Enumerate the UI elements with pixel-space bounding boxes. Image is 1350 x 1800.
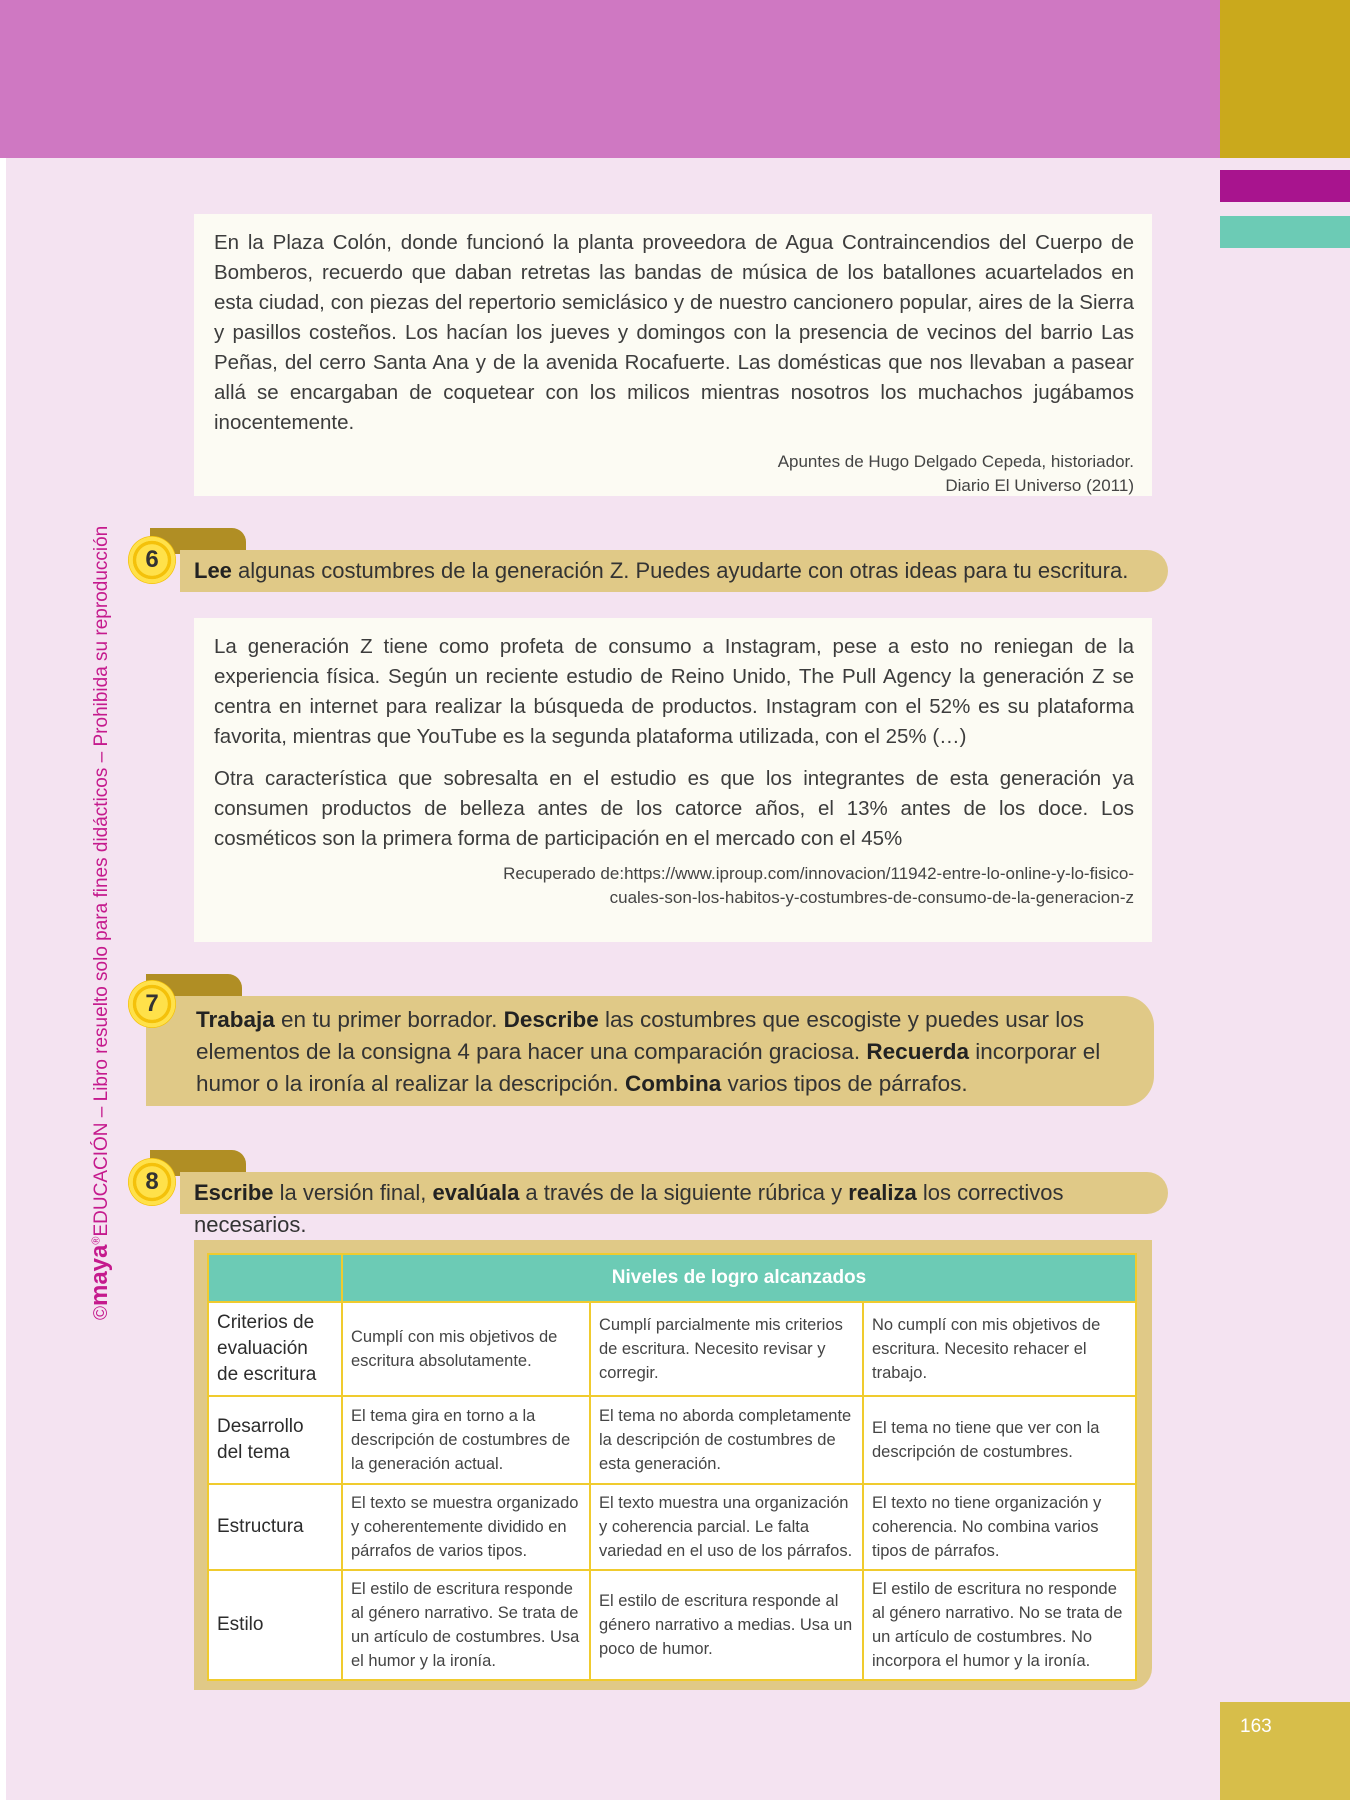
- source-line: cuales-son-los-habitos-y-costumbres-de-consumo-de-la-generacion-z: [609, 888, 1134, 907]
- rubric-criterion: Estructura: [208, 1484, 342, 1570]
- excerpt-box-2: [194, 618, 1152, 942]
- activity-6-number-badge: [128, 536, 176, 584]
- excerpt-1-paragraph: En la Plaza Colón, donde funcionó la planta proveedora de Agua Contraincendios del Cuerpo de Bomberos, recuerdo que daban retretas las bandas de música de los batallones acuartelados en esta ciudad, con piezas del repertorio semiclásico y de nuestro cancionero popular, aires de la Sierra y pasillos costeños. Los hacían los jueves y domingos con la presencia de vecinos del barrio Las Peñas, del cerro Santa Ana y de la avenida Rocafuerte. Las domésticas que nos llevaban a pasear allá se encargaban de coquetear con los milicos mientras nosotros los muchachos jugábamos inocentemente.: [214, 231, 1134, 434]
- side-caption-text: EDUCACIÓN – Libro resuelto solo para fines didácticos – Prohibida su reproducción: [91, 525, 112, 1237]
- rubric-header: Niveles de logro alcanzados: [342, 1254, 1136, 1302]
- rubric-criterion: Estilo: [208, 1570, 342, 1680]
- activity-7-text: en tu primer borrador.: [274, 1007, 504, 1032]
- activity-6-text: algunas costumbres de la generación Z. Puedes ayudarte con otras ideas para tu escritura.: [231, 558, 1129, 583]
- activity-7-verb-1: Trabaja: [196, 1007, 275, 1032]
- activity-8-text: la versión final,: [273, 1180, 433, 1205]
- header-band: [0, 0, 1220, 158]
- rubric-cell: El tema no aborda completamente la descripción de costumbres de esta generación.: [590, 1396, 863, 1484]
- rubric-criterion: Desarrollo del tema: [208, 1396, 342, 1484]
- activity-8-text: a través de la siguiente rúbrica y: [519, 1180, 849, 1205]
- rubric-cell: El tema no tiene que ver con la descripción de costumbres.: [863, 1396, 1136, 1484]
- activity-7-verb-2: Describe: [503, 1007, 599, 1032]
- activity-8-text: los correctivos necesarios.: [194, 1180, 1064, 1237]
- rubric-row: [208, 1302, 1136, 1396]
- activity-7-text: las costumbres que escogiste y puedes usar los elementos de la consigna 4 para hacer una comparación graciosa.: [196, 1007, 1084, 1064]
- copyright-symbol: ©: [91, 1306, 112, 1320]
- rubric-row: [208, 1570, 1136, 1680]
- source-line: Apuntes de Hugo Delgado Cepeda, historiador.: [777, 452, 1134, 471]
- section-tab-magenta: [1220, 170, 1350, 202]
- rubric-header-blank: [208, 1254, 342, 1302]
- source-line: Diario El Universo (2011): [945, 476, 1134, 495]
- rubric-row: [208, 1396, 1136, 1484]
- rubric-frame: [194, 1240, 1152, 1690]
- activity-8-number-badge: [128, 1158, 176, 1206]
- activity-6-verb: Lee: [194, 558, 232, 583]
- activity-7-text: incorporar el humor o la ironía al realizar la descripción.: [196, 1039, 1101, 1096]
- rubric-table: [207, 1253, 1137, 1681]
- rubric-cell: El estilo de escritura responde al género narrativo a medias. Usa un poco de humor.: [590, 1570, 863, 1680]
- activity-6-banner: [180, 550, 1168, 592]
- excerpt-2-paragraph-1: La generación Z tiene como profeta de consumo a Instagram, pese a esto no reniegan de la experiencia física. Según un reciente estudio de Reino Unido, The Pull Agency la generación Z se centra en internet para realizar la búsqueda de productos. Instagram con el 52% es su plataforma favorita, mientras que YouTube es la segunda plataforma utilizada, con el 25% (…): [214, 635, 1134, 748]
- excerpt-2-paragraph-2: Otra característica que sobresalta en el estudio es que los integrantes de esta generación ya consumen productos de belleza antes de los catorce años, el 13% antes de los doce. Los cosméticos son la primera forma de participación en el mercado con el 45%: [214, 767, 1134, 850]
- rubric-cell: El estilo de escritura no responde al género narrativo. No se trata de un artículo de costumbres. No incorpora el humor y la ironía.: [863, 1570, 1136, 1680]
- activity-7-banner: [146, 996, 1154, 1106]
- rubric-header-row: [208, 1254, 1136, 1302]
- rubric-cell: Cumplí parcialmente mis criterios de escritura. Necesito revisar y corregir.: [590, 1302, 863, 1396]
- page-number-block: [1220, 1702, 1350, 1800]
- activity-8-banner: [180, 1172, 1168, 1237]
- activity-7-number-badge: [128, 980, 176, 1028]
- activity-8-verb-3: realiza: [848, 1180, 917, 1205]
- activity-7-text: varios tipos de párrafos.: [721, 1071, 968, 1096]
- registered-symbol: ®: [90, 1236, 103, 1245]
- rubric-cell: No cumplí con mis objetivos de escritura. Necesito rehacer el trabajo.: [863, 1302, 1136, 1396]
- rubric-cell: El tema gira en torno a la descripción de costumbres de la generación actual.: [342, 1396, 590, 1484]
- excerpt-box-1: [194, 214, 1152, 496]
- rubric-cell: Cumplí con mis objetivos de escritura absolutamente.: [342, 1302, 590, 1396]
- corner-block: [1220, 0, 1350, 158]
- activity-8-verb-2: evalúala: [432, 1180, 520, 1205]
- page-number: 163: [1240, 1716, 1272, 1737]
- activity-7-verb-4: Combina: [624, 1071, 722, 1096]
- rubric-cell: El texto muestra una organización y coherencia parcial. Le falta variedad en el uso de los párrafos.: [590, 1484, 863, 1570]
- excerpt-1-source: [214, 450, 1134, 498]
- excerpt-2-source: [214, 862, 1134, 910]
- rubric-cell: El estilo de escritura responde al género narrativo. Se trata de un artículo de costumbres. Usa el humor y la ironía.: [342, 1570, 590, 1680]
- rubric-criterion: Criterios de evaluación de escritura: [208, 1302, 342, 1396]
- activity-number: 8: [145, 1168, 159, 1195]
- section-tab-teal: [1220, 216, 1350, 248]
- page-edge: [0, 158, 6, 1800]
- activity-7-verb-3: Recuerda: [866, 1039, 969, 1064]
- brand-logo: maya: [86, 1244, 113, 1306]
- source-line: Recuperado de:https://www.iproup.com/innovacion/11942-entre-lo-online-y-lo-fisico-: [503, 864, 1134, 883]
- rubric-row: [208, 1484, 1136, 1570]
- rubric-cell: El texto se muestra organizado y coherentemente dividido en párrafos de varios tipos.: [342, 1484, 590, 1570]
- activity-number: 7: [145, 990, 159, 1017]
- activity-number: 6: [145, 546, 159, 573]
- side-caption: [86, 420, 114, 1320]
- activity-8-verb-1: Escribe: [194, 1180, 274, 1205]
- rubric-cell: El texto no tiene organización y coherencia. No combina varios tipos de párrafos.: [863, 1484, 1136, 1570]
